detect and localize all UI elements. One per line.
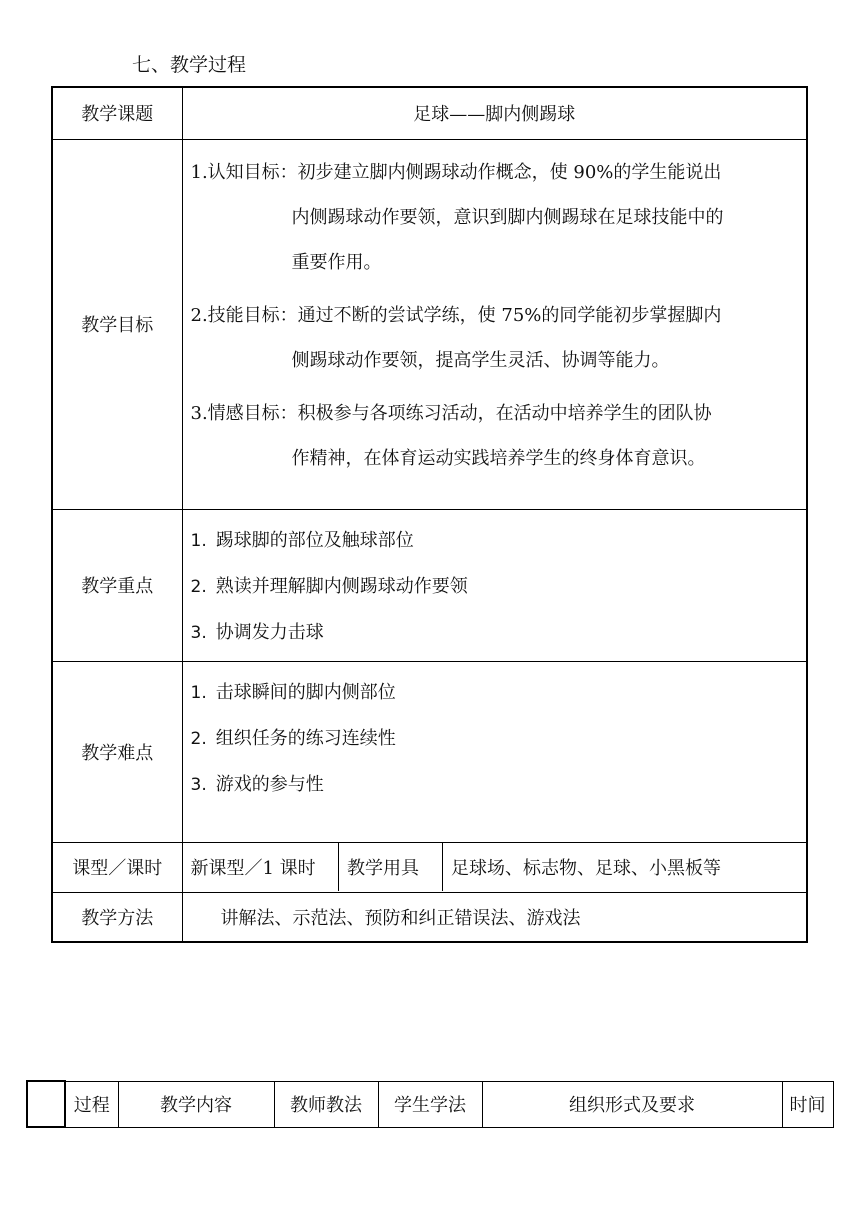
topic-row <box>52 87 807 139</box>
header-content: 教学内容 <box>118 1081 274 1127</box>
objective-item: 2.技能目标：通过不断的尝试学练，使 75%的同学能初步掌握脚内 侧踢球动作要领，提高学生灵活、协调等能力。 <box>190 304 722 371</box>
lesson-type-label: 课型／课时 <box>52 842 182 892</box>
objective-item: 1.认知目标：初步建立脚内侧踢球动作概念，使 90%的学生能说出 内侧踢球动作要领，意识到脚内侧踢球在足球技能中的 重要作用。 <box>190 161 724 273</box>
difficulties-label: 教学难点 <box>52 661 182 842</box>
key-points-cell <box>182 509 807 661</box>
key-point-item: 3. 协调发力击球 <box>190 621 324 643</box>
process-header-row <box>27 1081 833 1127</box>
topic-label: 教学课题 <box>52 87 182 139</box>
header-organization: 组织形式及要求 <box>482 1081 782 1127</box>
header-student-method: 学生学法 <box>378 1081 482 1127</box>
header-time: 时间 <box>782 1081 833 1127</box>
difficulties-cell <box>182 661 807 842</box>
header-teacher-method: 教师教法 <box>274 1081 378 1127</box>
method-row <box>52 892 807 942</box>
method-value: 讲解法、示范法、预防和纠正错误法、游戏法 <box>182 892 807 942</box>
difficulty-item: 2. 组织任务的练习连续性 <box>190 727 396 749</box>
key-points-label: 教学重点 <box>52 509 182 661</box>
objectives-label: 教学目标 <box>52 139 182 509</box>
difficulty-item: 1. 击球瞬间的脚内侧部位 <box>190 681 396 703</box>
method-label: 教学方法 <box>52 892 182 942</box>
header-process: 过程 <box>65 1081 118 1127</box>
lesson-type-value: 新课型／1 课时 <box>190 858 316 879</box>
objectives-cell <box>182 139 807 509</box>
key-point-item: 1. 踢球脚的部位及触球部位 <box>190 529 414 551</box>
lesson-plan-table <box>51 86 808 943</box>
tools-label: 教学用具 <box>339 843 443 891</box>
topic-value: 足球——脚内侧踢球 <box>182 87 807 139</box>
lesson-type-cell <box>182 842 807 892</box>
tools-value: 足球场、标志物、足球、小黑板等 <box>443 843 807 891</box>
lesson-type-row <box>52 842 807 892</box>
difficulties-row <box>52 661 807 842</box>
objectives-row <box>52 139 807 509</box>
key-points-row <box>52 509 807 661</box>
process-table <box>26 1080 834 1128</box>
difficulty-item: 3. 游戏的参与性 <box>190 773 324 795</box>
objective-item: 3.情感目标：积极参与各项练习活动，在活动中培养学生的团队协 作精神，在体育运动实践培养学生的终身体育意识。 <box>190 402 712 469</box>
section-heading: 七、教学过程 <box>132 54 247 76</box>
key-point-item: 2. 熟读并理解脚内侧踢球动作要领 <box>190 575 468 597</box>
blank-cell <box>27 1081 65 1127</box>
